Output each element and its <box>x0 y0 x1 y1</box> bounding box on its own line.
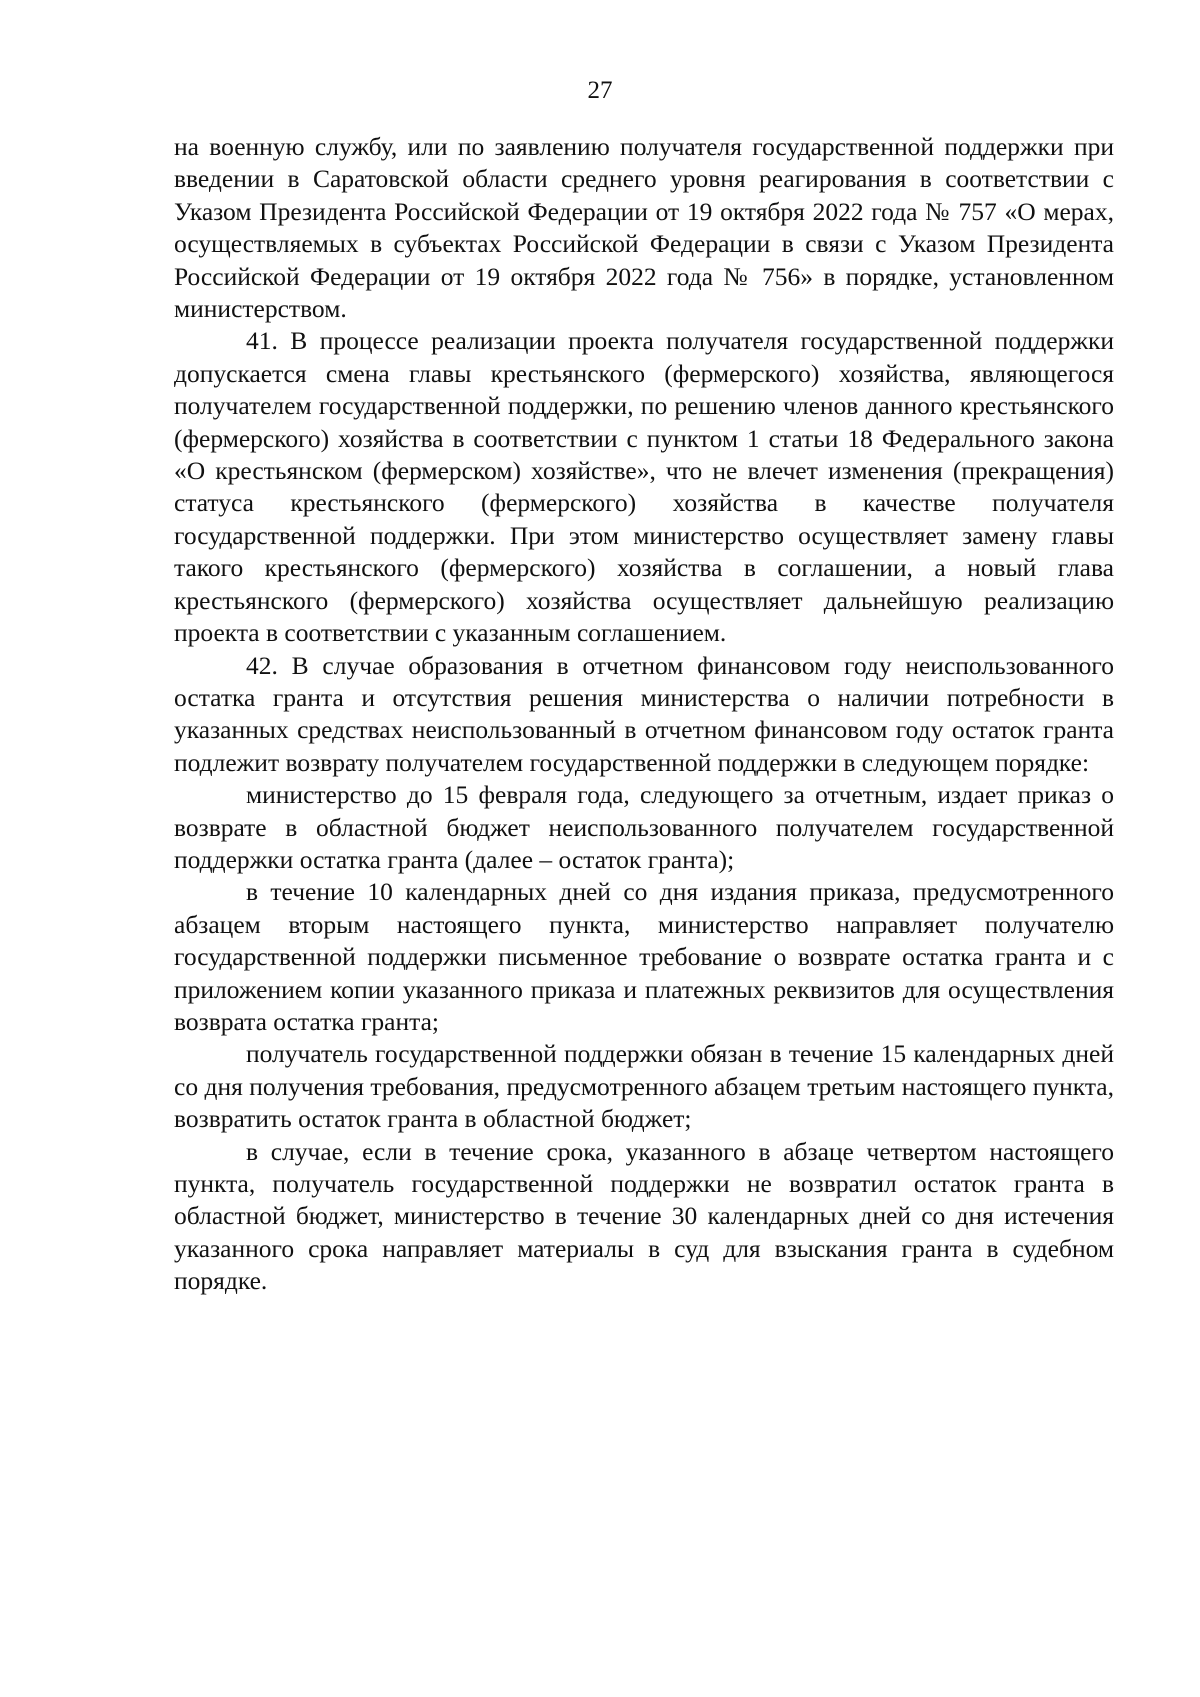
paragraph-continuation: на военную службу, или по заявлению получателя государственной поддержки при введении в Саратовской области среднего уровня реагирования в соответствии с Указом Президента Российской Федерации от 19 октября 2022 года № 757 «О мерах, осуществляемых в субъектах Российской Федерации в связи с Указом Президента Российской Федерации от 19 октября 2022 года № 756» в порядке, установленном министерством. <box>174 132 1114 324</box>
page-number: 27 <box>587 77 613 104</box>
paragraph-41: 41. В процессе реализации проекта получателя государственной поддержки допускается смена главы крестьянского (фермерского) хозяйства, являющегося получателем государственной поддержки, по решению членов данного крестьянского (фермерского) хозяйства в соответствии с пунктом 1 статьи 18 Федерального закона «О крестьянском (фермерском) хозяйстве», что не влечет изменения (прекращения) статуса крестьянского (фермерского) хозяйства в качестве получателя государственной поддержки. При этом министерство осуществляет замену главы такого крестьянского (фермерского) хозяйства в соглашении, а новый глава крестьянского (фермерского) хозяйства осуществляет дальнейшую реализацию проекта в соответствии с указанным соглашением. <box>174 326 1114 648</box>
document-body <box>174 131 1114 1298</box>
paragraph-42-subparagraph-2: в течение 10 календарных дней со дня издания приказа, предусмотренного абзацем вторым настоящего пункта, министерство направляет получателю государственной поддержки письменное требование о возврате остатка гранта и с приложением копии указанного приказа и платежных реквизитов для осуществления возврата остатка гранта; <box>174 877 1114 1036</box>
paragraph-42-subparagraph-3: получатель государственной поддержки обязан в течение 15 календарных дней со дня получения требования, предусмотренного абзацем третьим настоящего пункта, возвратить остаток гранта в областной бюджет; <box>174 1039 1114 1134</box>
paragraph-42-subparagraph-1: министерство до 15 февраля года, следующего за отчетным, издает приказ о возврате в областной бюджет неиспользованного получателем государственной поддержки остатка гранта (далее – остаток гранта); <box>174 780 1114 874</box>
paragraph-42-subparagraph-4: в случае, если в течение срока, указанного в абзаце четвертом настоящего пункта, получатель государственной поддержки не возвратил остаток гранта в областной бюджет, министерство в течение 30 календарных дней со дня истечения указанного срока направляет материалы в суд для взыскания гранта в судебном порядке. <box>174 1136 1114 1296</box>
paragraph-42: 42. В случае образования в отчетном финансовом году неиспользованного остатка гранта и отсутствия решения министерства о наличии потребности в указанных средствах неиспользованный в отчетном финансовом году остаток гранта подлежит возврату получателем государственной поддержки в следующем порядке: <box>174 650 1114 777</box>
